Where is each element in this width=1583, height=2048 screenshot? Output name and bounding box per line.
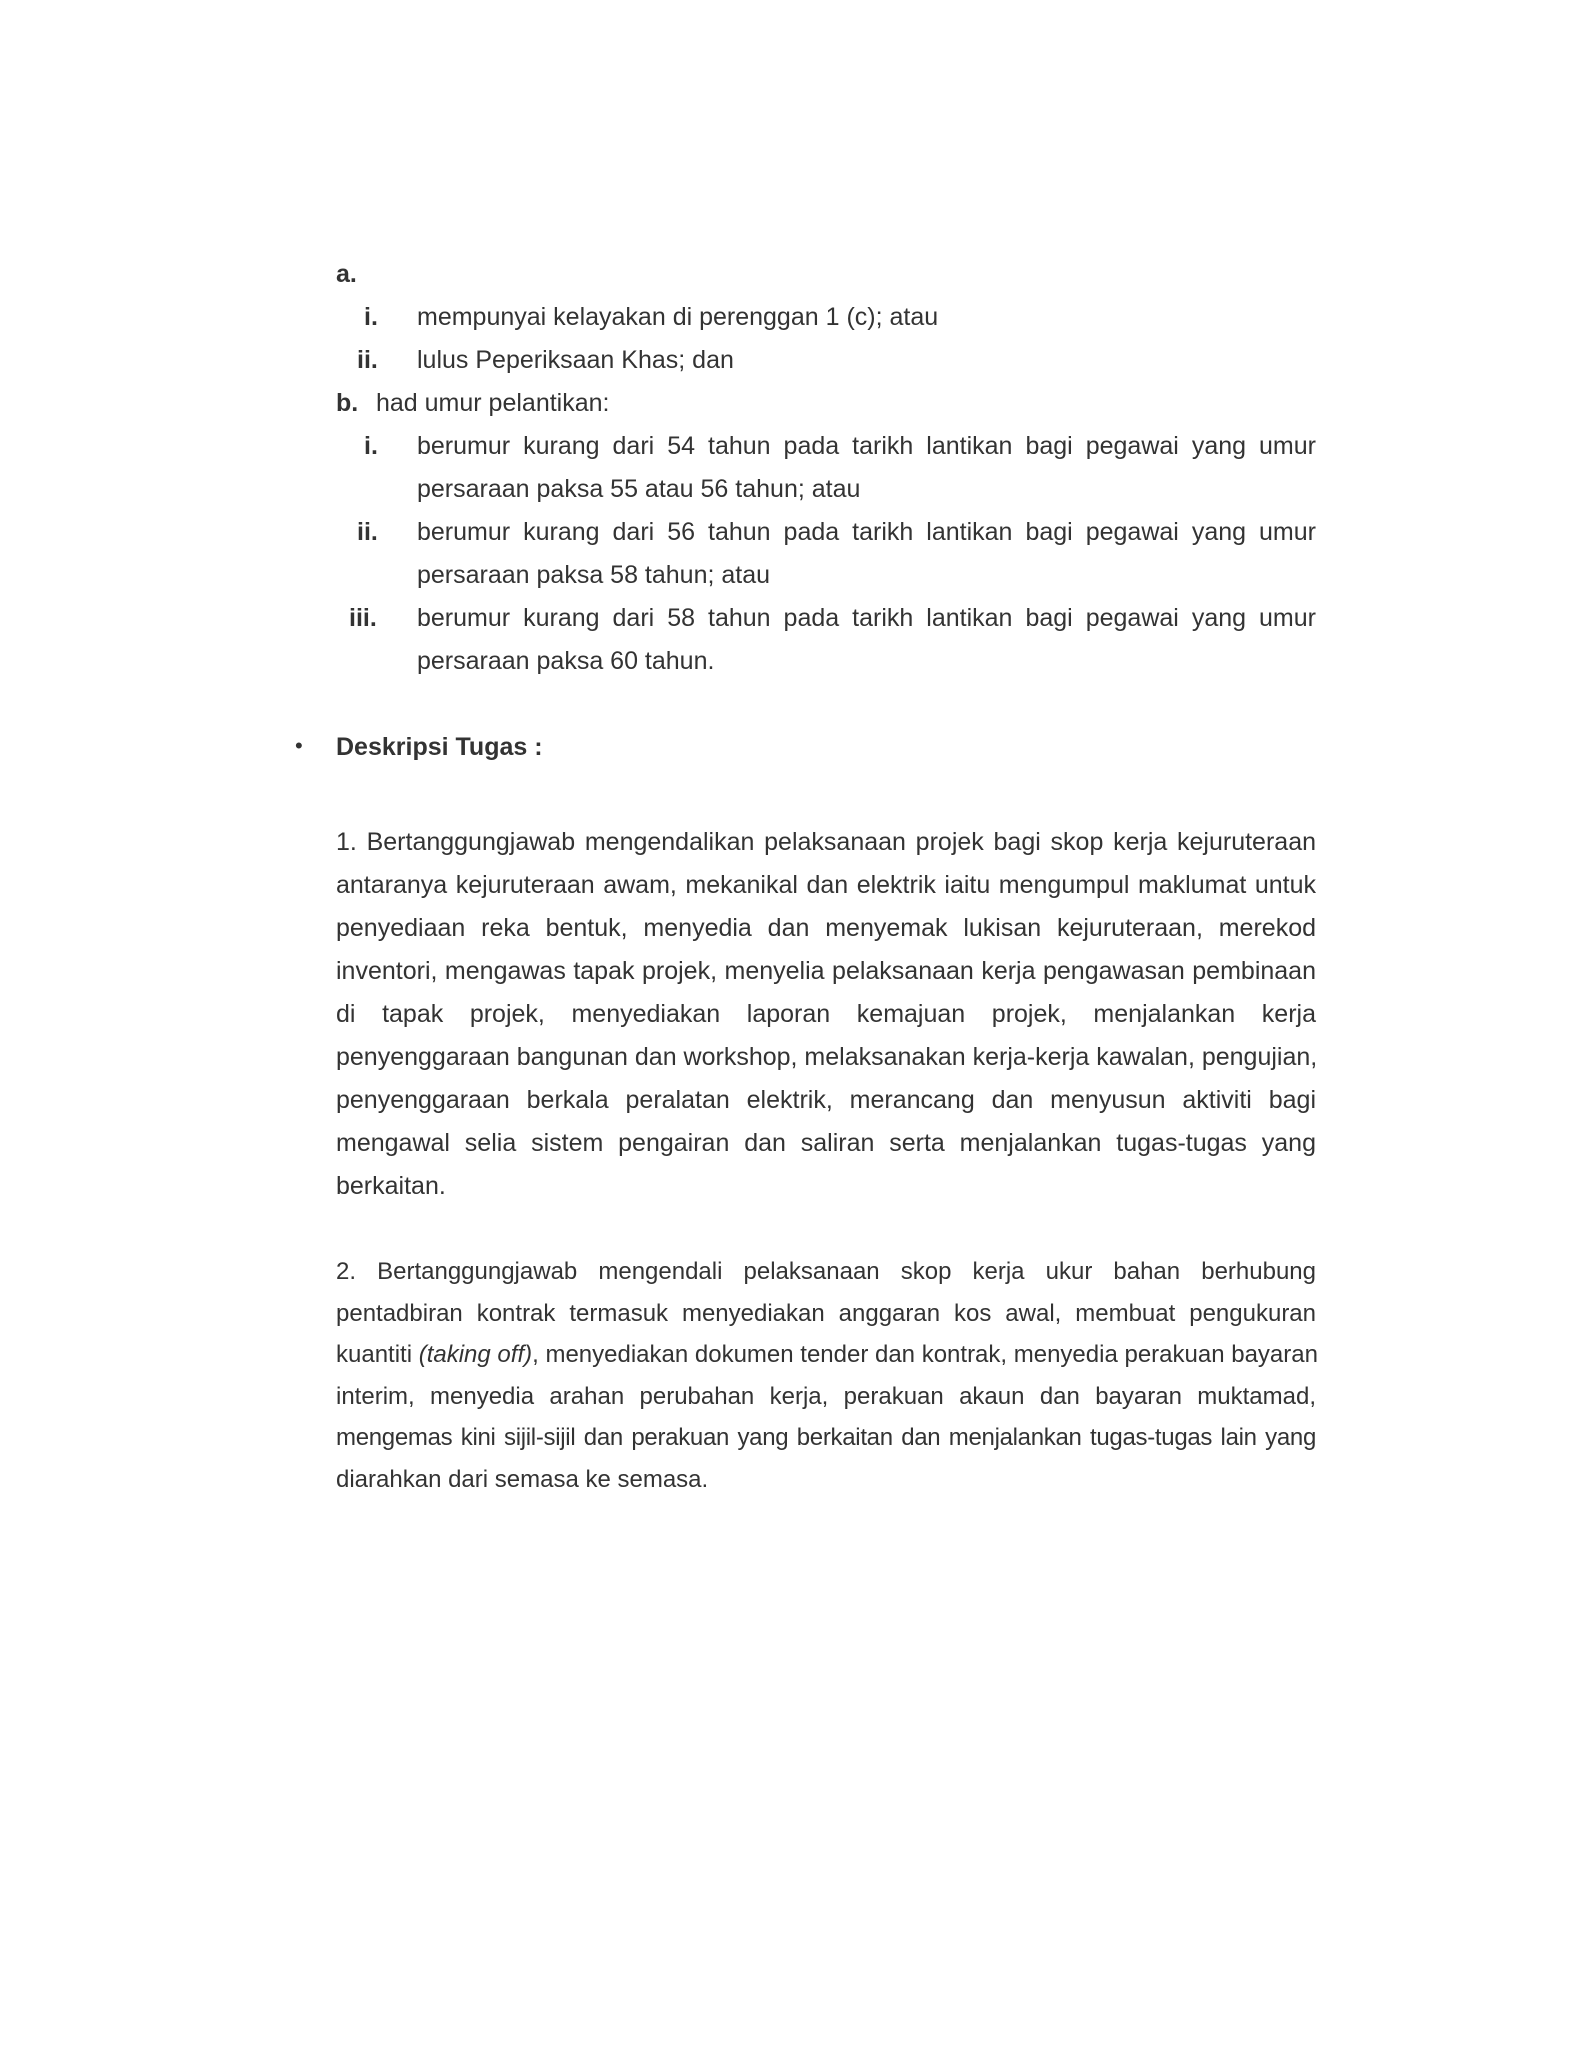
paragraph-line: diarahkan dari semasa ke semasa. (336, 1465, 709, 1493)
list-item-line: persaraan paksa 58 tahun; atau (417, 561, 771, 589)
list-marker-b-i: i. (364, 432, 378, 460)
paragraph-line: penyediaan reka bentuk, menyedia dan menyemak lukisan kejuruteraan, merekod (336, 914, 1316, 942)
paragraph-line (336, 1334, 1316, 1376)
paragraph-line: penyenggaraan bangunan dan workshop, melaksanakan kerja-kerja kawalan, pengujian, (336, 1043, 1318, 1071)
paragraph-line: antaranya kejuruteraan awam, mekanikal dan elektrik iaitu mengumpul maklumat untuk (336, 871, 1316, 899)
list-item-line: persaraan paksa 55 atau 56 tahun; atau (417, 475, 861, 503)
list-marker-a-i: i. (364, 303, 378, 331)
text-run: , menyediakan dokumen tender dan kontrak, menyedia perakuan bayaran (532, 1341, 1318, 1368)
paragraph-line: 1. Bertanggungjawab mengendalikan pelaksanaan projek bagi skop kerja kejuruteraan (336, 828, 1316, 856)
paragraph-line: di tapak projek, menyediakan laporan kemajuan projek, menjalankan kerja (336, 1000, 1316, 1028)
list-item-b-ii (417, 520, 1316, 588)
list-item-b-i (417, 434, 1316, 502)
duty-paragraph-1 (336, 821, 1316, 1208)
section-heading: Deskripsi Tugas : (336, 733, 543, 761)
list-item-line: persaraan paksa 60 tahun. (417, 647, 715, 675)
list-marker-a: a. (336, 260, 357, 288)
paragraph-line: mengemas kini sijil-sijil dan perakuan yang berkaitan dan menjalankan tugas-tugas lain yang (336, 1424, 1316, 1451)
paragraph-line: inventori, mengawas tapak projek, menyelia pelaksanaan kerja pengawasan pembinaan (336, 957, 1316, 985)
paragraph-line: pentadbiran kontrak termasuk menyediakan anggaran kos awal, membuat pengukuran (336, 1299, 1316, 1327)
paragraph-line: interim, menyedia arahan perubahan kerja, perakuan akaun dan bayaran muktamad, (336, 1382, 1316, 1410)
list-marker-b-ii: ii. (357, 518, 378, 546)
list-marker-b-iii: iii. (349, 604, 377, 632)
paragraph-line: 2. Bertanggungjawab mengendali pelaksanaan skop kerja ukur bahan berhubung (336, 1258, 1316, 1285)
list-item-a-ii: lulus Peperiksaan Khas; dan (417, 346, 734, 374)
paragraph-line: berkaitan. (336, 1172, 446, 1200)
text-run: kuantiti (336, 1341, 419, 1368)
duty-paragraph-2 (336, 1251, 1316, 1500)
bullet-icon: • (295, 733, 303, 758)
paragraph-line: mengawal selia sistem pengairan dan saliran serta menjalankan tugas-tugas yang (336, 1129, 1316, 1157)
list-marker-a-ii: ii. (357, 346, 378, 374)
list-item-line: berumur kurang dari 56 tahun pada tarikh lantikan bagi pegawai yang umur (417, 518, 1316, 546)
list-item-a-i: mempunyai kelayakan di perenggan 1 (c); atau (417, 303, 939, 331)
text-run-italic: (taking off) (418, 1341, 533, 1368)
list-item-b-text: had umur pelantikan: (376, 389, 610, 417)
list-item-line: berumur kurang dari 58 tahun pada tarikh lantikan bagi pegawai yang umur (417, 604, 1316, 632)
list-marker-b: b. (336, 389, 359, 417)
list-item-b-iii (417, 606, 1316, 674)
list-item-line: berumur kurang dari 54 tahun pada tarikh lantikan bagi pegawai yang umur (417, 432, 1316, 460)
paragraph-line: penyenggaraan berkala peralatan elektrik, merancang dan menyusun aktiviti bagi (336, 1086, 1316, 1114)
